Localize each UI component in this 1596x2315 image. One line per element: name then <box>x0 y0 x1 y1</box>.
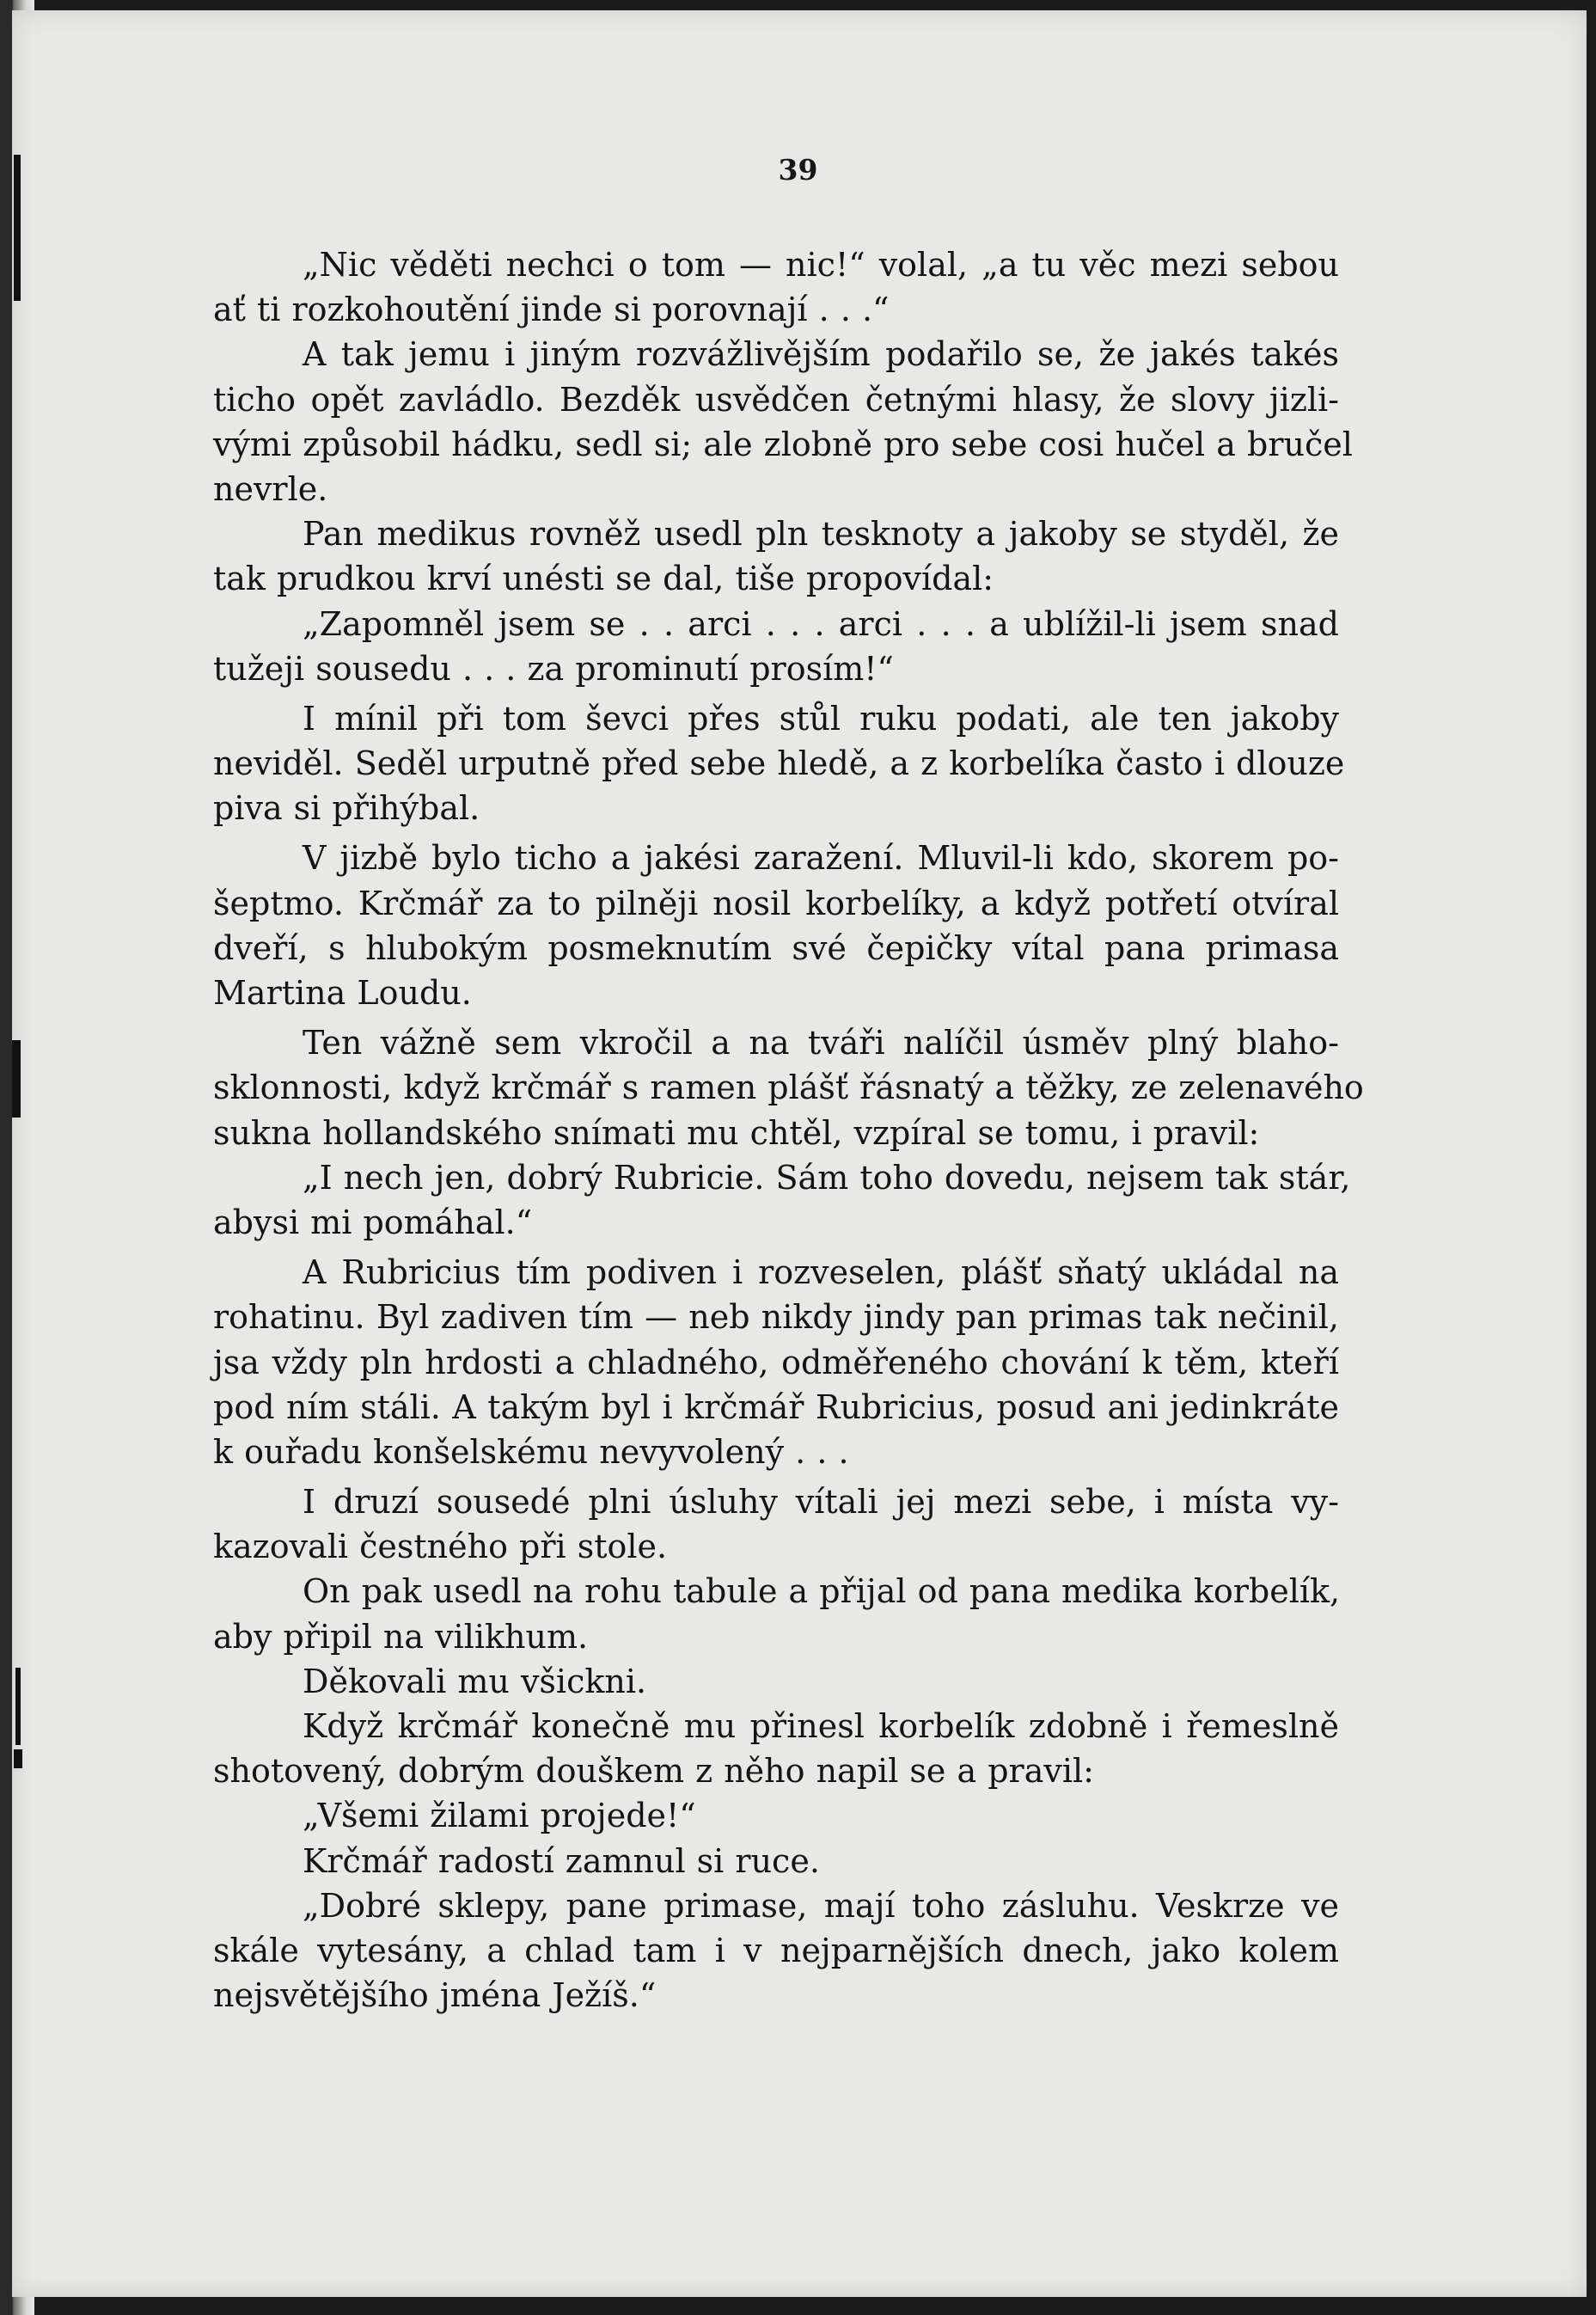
text-line: „Dobré sklepy, pane primase, mají toho zásluhu. Veskrze ve <box>303 1886 1339 1925</box>
binding-mark <box>15 1668 21 1745</box>
text-line: kazovali čestného při stole. <box>213 1528 668 1566</box>
text-line: dveří, s hlubokým posmeknutím své čepičky vítal pana primasa <box>213 928 1339 967</box>
text-line: rohatinu. Byl zadiven tím — neb nikdy jindy pan primas tak nečinil, <box>213 1298 1339 1337</box>
text-line: jsa vždy pln hrdosti a chladného, odměřeného chování k těm, kteří <box>213 1343 1339 1381</box>
text-line: Když krčmář konečně mu přinesl korbelík zdobně i řemeslně <box>303 1707 1339 1745</box>
text-line: nevrle. <box>213 469 328 508</box>
text-line: V jizbě bylo ticho a jakési zaražení. Mluvil-li kdo, skorem po- <box>303 839 1339 878</box>
text-line: sukna hollandského snímati mu chtěl, vzpíral se tomu, i pravil: <box>213 1113 1260 1152</box>
text-line: I mínil při tom ševci přes stůl ruku podati, ale ten jakoby <box>303 699 1339 738</box>
text-line: tužeji sousedu . . . za prominutí prosím!“ <box>213 649 894 688</box>
binding-mark <box>14 1749 22 1768</box>
text-line: Děkovali mu všickni. <box>303 1662 647 1700</box>
text-line: I druzí sousedé plni úsluhy vítali jej mezi sebe, i místa vy- <box>303 1483 1339 1522</box>
text-line: „Všemi žilami projede!“ <box>303 1797 696 1835</box>
page-number: 39 <box>778 153 818 187</box>
text-line: On pak usedl na rohu tabule a přijal od pana medika korbelík, <box>303 1572 1341 1611</box>
text-line: nejsvětějšího jména Ježíš.“ <box>213 1976 657 2015</box>
text-line: „I nech jen, dobrý Rubricie. Sám toho dovedu, nejsem tak stár, <box>303 1158 1351 1197</box>
text-line: ticho opět zavládlo. Bezděk usvědčen četnými hlasy, že slovy jizli- <box>213 380 1339 419</box>
text-body <box>213 242 1364 2018</box>
text-line: sklonnosti, když krčmář s ramen plášť řásnatý a těžky, ze zelenavého <box>213 1069 1364 1107</box>
text-line: piva si přihýbal. <box>213 789 480 828</box>
binding-mark <box>12 1040 21 1118</box>
text-line: shotovený, dobrým douškem z něho napil se a pravil: <box>213 1752 1094 1791</box>
text-line: neviděl. Seděl urputně před sebe hledě, a z korbelíka často i dlouze <box>213 744 1345 783</box>
text-line: pod ním stáli. A takým byl i krčmář Rubricius, posud ani jedinkráte <box>213 1387 1339 1426</box>
text-line: Martina Loudu. <box>213 974 472 1012</box>
text-line: Pan medikus rovněž usedl pln tesknoty a jakoby se styděl, že <box>303 515 1339 554</box>
text-line: ať ti rozkohoutění jinde si porovnají . . .“ <box>213 291 890 329</box>
text-line: k ouřadu konšelskému nevyvolený . . . <box>213 1432 849 1471</box>
text-line: vými způsobil hádku, sedl si; ale zlobně pro sebe cosi hučel a bručel <box>213 425 1353 463</box>
text-line: abysi mi pomáhal.“ <box>213 1203 533 1241</box>
text-line: Krčmář radostí zamnul si ruce. <box>303 1841 820 1880</box>
text-line: A Rubricius tím podiven i rozveselen, plášť sňatý ukládal na <box>303 1253 1339 1292</box>
text-line: „Zapomněl jsem se . . arci . . . arci . . . a ublížil-li jsem snad <box>303 604 1339 643</box>
text-line: tak prudkou krví unésti se dal, tiše propovídal: <box>213 560 994 598</box>
text-line: „Nic věděti nechci o tom — nic!“ volal, „a tu věc mezi sebou <box>303 246 1339 284</box>
text-line: Ten vážně sem vkročil a na tváři nalíčil úsměv plný blaho- <box>303 1024 1339 1063</box>
text-line: šeptmo. Krčmář za to pilněji nosil korbelíky, a když potřetí otvíral <box>213 884 1339 922</box>
text-line: aby připil na vilikhum. <box>213 1617 589 1656</box>
text-line: A tak jemu i jiným rozvážlivějším podařilo se, že jakés takés <box>303 335 1339 374</box>
text-line: skále vytesány, a chlad tam i v nejparnějších dnech, jako kolem <box>213 1931 1339 1969</box>
